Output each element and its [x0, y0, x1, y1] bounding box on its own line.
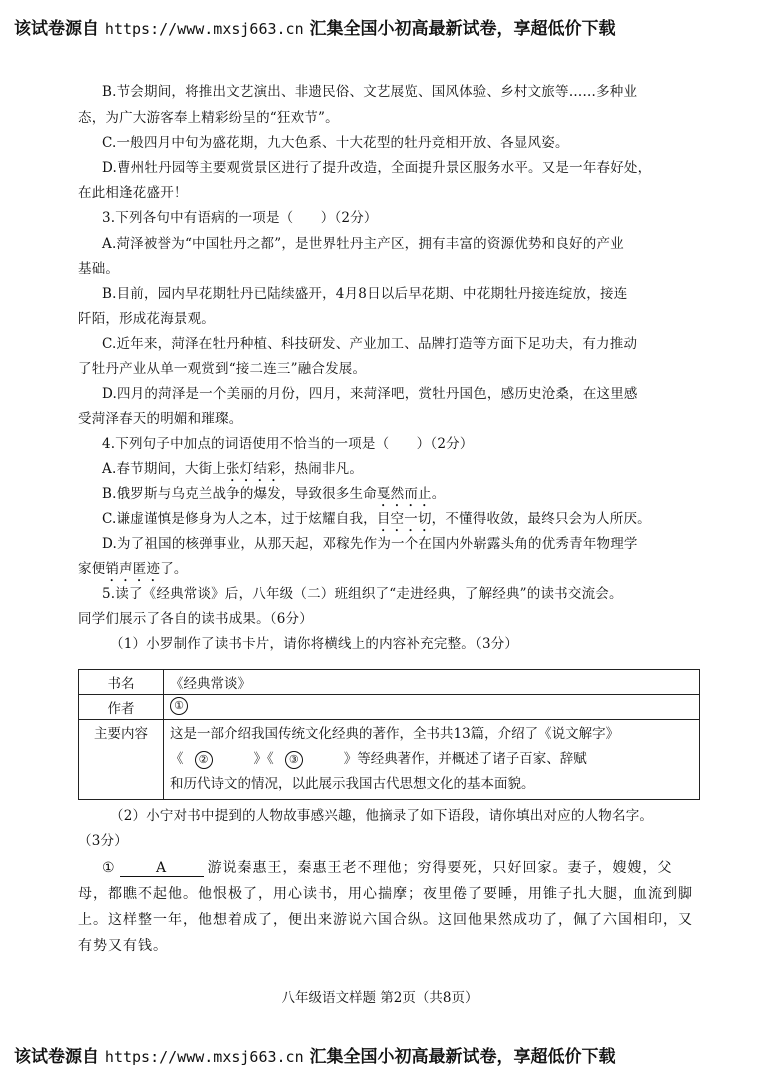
banner-prefix: 该试卷源自: [14, 19, 99, 39]
q4-d-post: 了。: [160, 561, 188, 577]
reading-card-table: [78, 669, 700, 800]
passage-line3: 上。这样整一年，他想着成了，便出来游说六国合纵。这回他果然成功了，佩了六国相印，又: [78, 912, 693, 928]
passage-line4: 有势又有钱。: [78, 938, 168, 954]
option-b-line2: 态，为广大游客奉上精彩纷呈的“狂欢节”。: [78, 110, 339, 126]
question-5-line1: 5.读了《经典常谈》后，八年级（二）班组织了“走进经典，了解经典”的读书交流会。: [102, 586, 623, 602]
q3-option-a-line2: 基础。: [78, 261, 120, 277]
card-val-author[interactable]: [164, 695, 700, 720]
q4-c-dotted-word: 目空一切: [376, 511, 432, 527]
card-key-author: 作者: [79, 695, 164, 720]
banner-url[interactable]: https://www.mxsj663.cn: [104, 20, 304, 38]
q4-d-dotted-word: 销声匿迹: [105, 561, 161, 577]
table-row: [79, 670, 700, 695]
q3-option-b-line2: 阡陌，形成花海景观。: [78, 311, 215, 327]
bottom-banner: [14, 1042, 616, 1067]
banner-suffix: 汇集全国小初高最新试卷，享超低价下载: [309, 1047, 616, 1067]
option-d-line2: 在此相逢花盛开！: [78, 185, 188, 201]
question-5-line2: 同学们展示了各自的读书成果。（6分）: [78, 611, 313, 627]
book-quote-open: 《: [170, 751, 184, 767]
card-key-content: 主要内容: [79, 720, 164, 800]
passage-marker: ①: [102, 860, 116, 876]
blank-marker-2: ②: [195, 751, 213, 769]
blank-marker-1: ①: [170, 697, 188, 715]
banner-suffix: 汇集全国小初高最新试卷，享超低价下载: [309, 19, 616, 39]
book-quote-mid: 》《: [253, 751, 274, 767]
question-3: 3.下列各句中有语病的一项是（ ）（2分）: [102, 210, 378, 226]
passage-line2: 母，都瞧不起他。他恨极了，用心读书，用心揣摩；夜里倦了要睡，用锥子扎大腿，血流到脚: [78, 886, 693, 902]
banner-url[interactable]: https://www.mxsj663.cn: [104, 1048, 304, 1066]
q4-b-post: 。: [431, 486, 446, 502]
q3-option-a-line1: A.菏泽被誉为“中国牡丹之都”，是世界牡丹主产区，拥有丰富的资源优势和良好的产业: [102, 236, 624, 252]
q4-option-d-line2: [78, 557, 188, 585]
content-line2: [170, 747, 693, 772]
q4-option-c: [102, 507, 651, 535]
passage-line1: [102, 857, 673, 877]
table-row: [79, 695, 700, 720]
q3-option-b-line1: B.目前，园内早花期牡丹已陆续盛开，4月8日以后早花期、中花期牡丹接连绽放，接连: [102, 286, 628, 302]
q5-sub2-line2: （3分）: [78, 833, 128, 849]
question-4: 4.下列句子中加点的词语使用不恰当的一项是（ ）（2分）: [102, 436, 474, 452]
option-b-line1: B.节会期间，将推出文艺演出、非遗民俗、文艺展览、国风体验、乡村文旅等……多种业: [102, 84, 638, 100]
q4-c-pre: C.谦虚谨慎是修身为人之本，过于炫耀自我，: [102, 511, 377, 527]
blank-2[interactable]: [184, 747, 224, 772]
card-val-title: 《经典常谈》: [164, 670, 700, 695]
page-footer: 八年级语文样题 第2页（共8页）: [281, 990, 479, 1006]
q3-option-d-line2: 受菏泽春天的明媚和璀璨。: [78, 411, 243, 427]
option-c-line: C.一般四月中旬为盛花期，九大色系、十大花型的牡丹竞相开放、各显风姿。: [102, 135, 569, 151]
blank-3[interactable]: [274, 747, 314, 772]
top-banner: [14, 14, 616, 39]
q4-option-a: [102, 457, 363, 485]
content-line1: 这是一部介绍我国传统文化经典的著作，全书共13篇，介绍了《说文解字》: [170, 726, 620, 742]
q4-a-pre: A.春节期间，大街上: [102, 461, 227, 477]
blank-marker-3: ③: [285, 751, 303, 769]
content-line2-tail: 》等经典著作，并概述了诸子百家、辞赋: [343, 751, 587, 767]
content-line3: 和历代诗文的情况，以此展示我国古代思想文化的基本面貌。: [170, 776, 535, 792]
q4-option-d-line1: D.为了祖国的核弹事业，从那天起，邓稼先作为一个在国内外崭露头角的优秀青年物理学: [102, 536, 638, 552]
answer-blank-a[interactable]: A: [120, 860, 204, 877]
option-d-line1: D.曹州牡丹园等主要观赏景区进行了提升改造，全面提升景区服务水平。又是一年春好处，: [102, 160, 652, 176]
q5-sub1: （1）小罗制作了读书卡片，请你将横线上的内容补充完整。（3分）: [110, 636, 519, 652]
q4-a-post: ，热闹非凡。: [280, 461, 364, 477]
q3-option-c-line1: C.近年来，菏泽在牡丹种植、科技研发、产业加工、品牌打造等方面下足功夫，有力推动: [102, 336, 638, 352]
q4-a-dotted-word: 张灯结彩: [226, 461, 281, 477]
q5-sub2-line1: （2）小宁对书中提到的人物故事感兴趣，他摘录了如下语段，请你填出对应的人物名字。: [110, 808, 654, 824]
q4-b-pre: B.俄罗斯与乌克兰战争的爆发，导致很多生命: [102, 486, 377, 502]
q4-option-b: [102, 482, 445, 510]
q4-d-pre: 家便: [78, 561, 106, 577]
banner-prefix: 该试卷源自: [14, 1047, 99, 1067]
passage-text1: 游说秦惠王，秦惠王老不理他；穷得要死，只好回家。妻子，嫂嫂，父: [207, 860, 673, 876]
q3-option-c-line2: 了牡丹产业从单一观赏到“接二连三”融合发展。: [78, 361, 367, 377]
card-val-content: [164, 720, 700, 800]
q4-c-post: ，不懂得收敛，最终只会为人所厌。: [431, 511, 651, 527]
card-key-title: 书名: [79, 670, 164, 695]
q4-b-dotted-word: 戛然而止: [376, 486, 432, 502]
q3-option-d-line1: D.四月的菏泽是一个美丽的月份，四月，来菏泽吧，赏牡丹国色，感历史沧桑，在这里感: [102, 386, 638, 402]
table-row: [79, 720, 700, 800]
